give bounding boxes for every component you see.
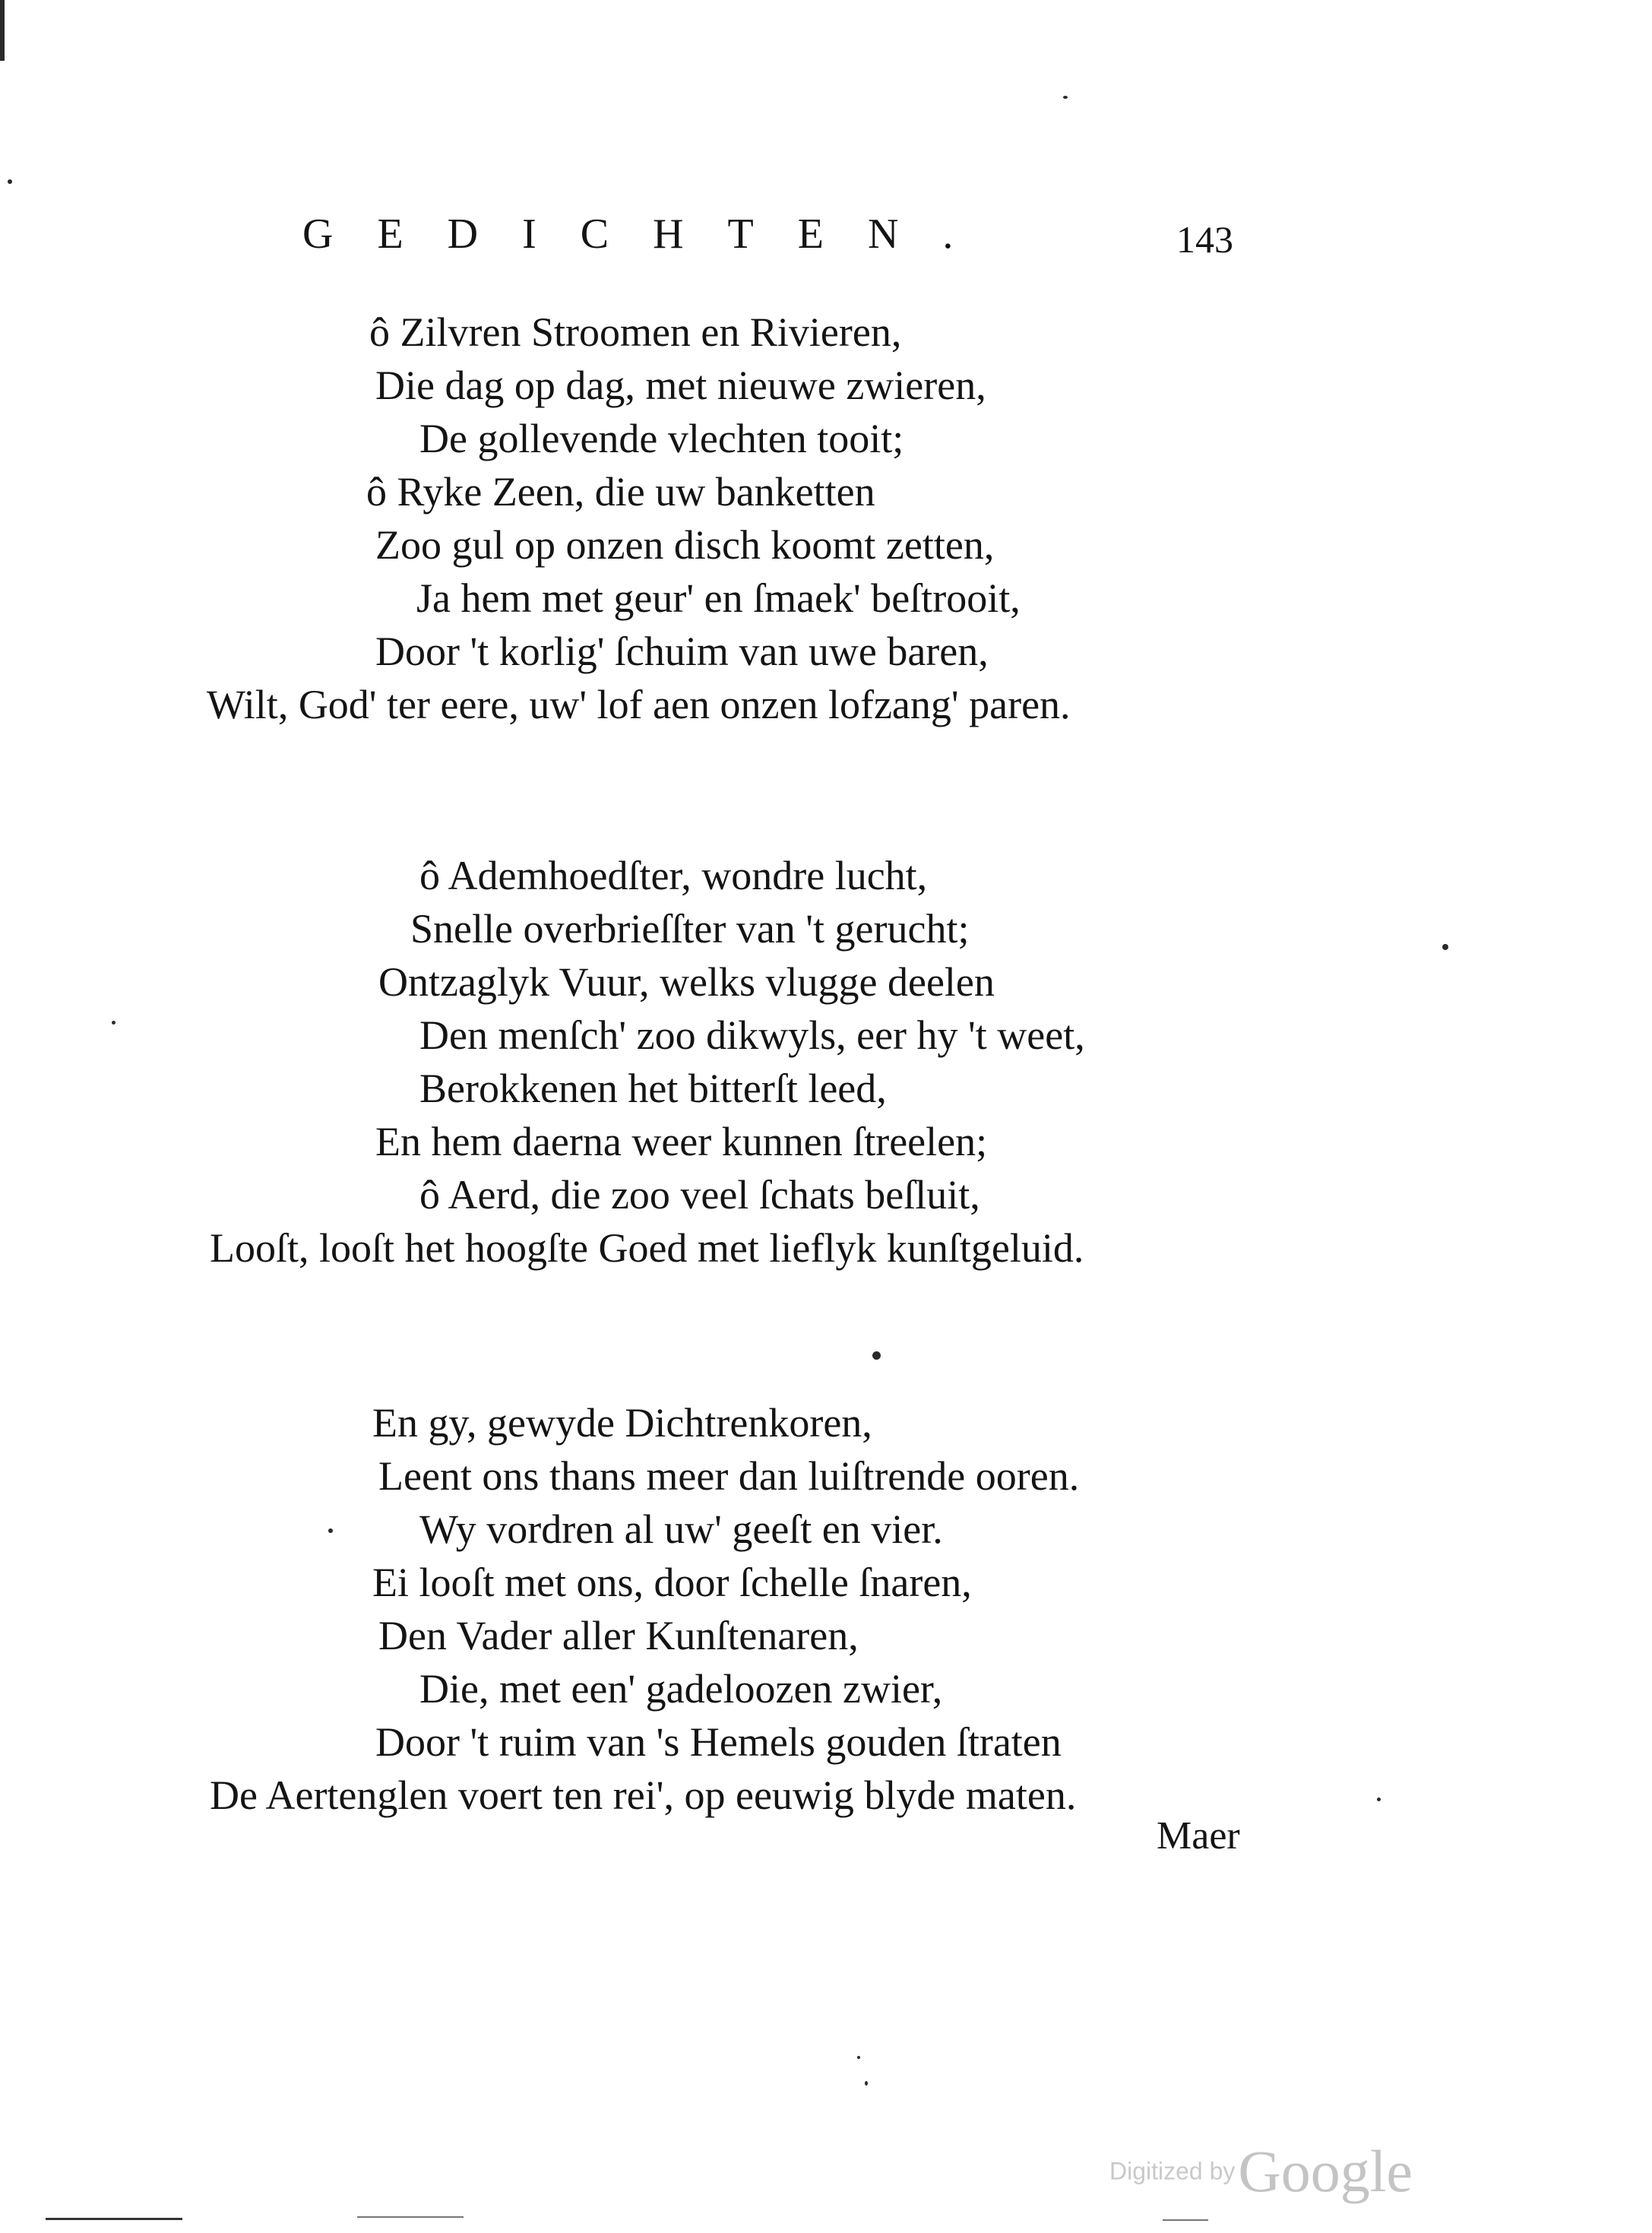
verse-line: Looſt, looſt het hoogſte Goed met lieflyk kunſtgeluid.: [210, 1225, 1084, 1271]
verse-line: Berokkenen het bitterſt leed,: [419, 1066, 887, 1111]
verse-line: Die, met een' gadeloozen zwier,: [419, 1666, 943, 1712]
verse-line: Door 't korlig' ſchuim van uwe baren,: [375, 629, 989, 674]
scan-edge-shadow: [0, 0, 5, 61]
page-number: 143: [1176, 218, 1233, 261]
verse-line: En hem daerna weer kunnen ſtreelen;: [375, 1119, 988, 1164]
scan-speck: [1377, 1797, 1381, 1801]
verse-line: Ontzaglyk Vuur, welks vlugge deelen: [378, 959, 995, 1005]
verse-line: Den Vader aller Kunſtenaren,: [378, 1613, 859, 1658]
verse-line: Ei looſt met ons, door ſchelle ſnaren,: [372, 1560, 972, 1605]
scan-speck: [1442, 944, 1448, 950]
scan-speck: [865, 2081, 868, 2086]
scan-speck: [8, 179, 12, 184]
scan-speck: [857, 2056, 860, 2059]
catchword: Maer: [1157, 1814, 1240, 1858]
verse-line: ô Ryke Zeen, die uw banketten: [366, 469, 875, 515]
verse-line: ô Aerd, die zoo veel ſchats beſluit,: [419, 1172, 980, 1218]
scan-edge-line: [357, 2216, 464, 2218]
verse-line: Die dag op dag, met nieuwe zwieren,: [375, 363, 986, 408]
digitized-by-text: Digitized by: [1109, 2157, 1236, 2185]
verse-line: De gollevende vlechten tooit;: [419, 416, 904, 461]
google-logo: Google: [1238, 2138, 1413, 2204]
scan-speck: [872, 1351, 881, 1360]
scan-edge-line: [46, 2218, 182, 2220]
verse-line: Door 't ruim van 's Hemels gouden ſtraten: [375, 1719, 1062, 1765]
verse-line: Leent ons thans meer dan luiſtrende ooren.: [378, 1453, 1080, 1499]
verse-line: En gy, gewyde Dichtrenkoren,: [372, 1400, 872, 1446]
verse-line: Wilt, God' ter eere, uw' lof aen onzen lofzang' paren.: [207, 682, 1071, 727]
verse-line: Zoo gul op onzen disch koomt zetten,: [375, 522, 995, 568]
scan-edge-line: [1163, 2219, 1208, 2221]
scan-speck: [328, 1528, 333, 1533]
scan-speck: [112, 1021, 116, 1025]
verse-line: ô Ademhoedſter, wondre lucht,: [419, 853, 928, 898]
verse-line: ô Zilvren Stroomen en Rivieren,: [369, 309, 902, 355]
digitized-watermark: [1109, 2137, 1413, 2206]
verse-line: Wy vordren al uw' geeſt en vier.: [419, 1506, 943, 1552]
scan-speck: [1063, 96, 1068, 99]
verse-line: Ja hem met geur' en ſmaek' beſtrooit,: [416, 575, 1021, 621]
verse-line: Den menſch' zoo dikwyls, eer hy 't weet,: [419, 1012, 1085, 1058]
running-head-title: GEDICHTEN.: [302, 211, 998, 258]
verse-line: Snelle overbrieſſter van 't gerucht;: [410, 906, 970, 952]
verse-line: De Aertenglen voert ten rei', op eeuwig blyde maten.: [210, 1772, 1077, 1818]
